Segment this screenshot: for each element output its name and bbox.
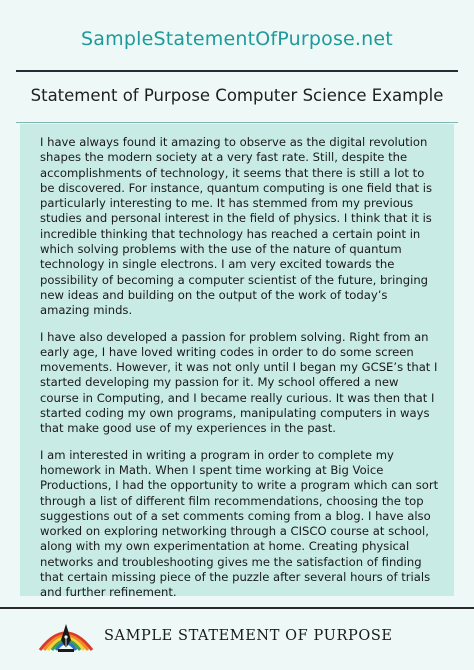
paragraph-1: I have always found it amazing to observe as the digital revolution shapes the modern society at a very fast rate. Still, despite the accomplishments of technology, it seems that there is still a lot to be discovered. For instance, quantum computing is one field that is particularly interesting to me. It has stemmed from my previous studies and personal interest in the field of physics. I think that it is incredible thinking that technology has reached a certain point in which solving problems with the use of the nature of quantum technology in single electrons. I am very excited towards the possibility of becoming a computer scientist of the future, bringing new ideas and building on the output of the work of today’s amazing minds. (40, 135, 432, 318)
footer-divider (0, 607, 474, 609)
body-text (40, 135, 440, 612)
footer-brand-text: SAMPLE STATEMENT OF PURPOSE (104, 628, 393, 644)
pen-nib-rainbow-logo-icon (38, 618, 94, 654)
site-title: SampleStatementOfPurpose.net (81, 28, 393, 50)
footer (0, 616, 474, 656)
header-divider (16, 70, 458, 72)
paragraph-2: I have also developed a passion for problem solving. Right from an early age, I have loved writing codes in order to do some screen movements. However, it was not only until I began my GCSE’s that I started developing my passion for it. My school offered a new course in Computing, and I became really curious. It was then that I started coding my own programs, manipulating computers in ways that make good use of my experiences in the past. (40, 329, 438, 436)
document-title: Statement of Purpose Computer Science Example (30, 86, 444, 105)
title-divider (16, 122, 458, 123)
paragraph-3: I am interested in writing a program in order to complete my homework in Math. When I spent time working at Big Voice Productions, I had the opportunity to write a program which can sort through a list of different film recommendations, choosing the top suggestions out of a set comments coming from a blog. I have also worked on exploring networking through a CISCO course at school, along with my own experimentation at home. Creating physical networks and troubleshooting gives me the satisfaction of finding that certain missing piece of the puzzle after several hours of trials and further refinement. (40, 447, 439, 600)
